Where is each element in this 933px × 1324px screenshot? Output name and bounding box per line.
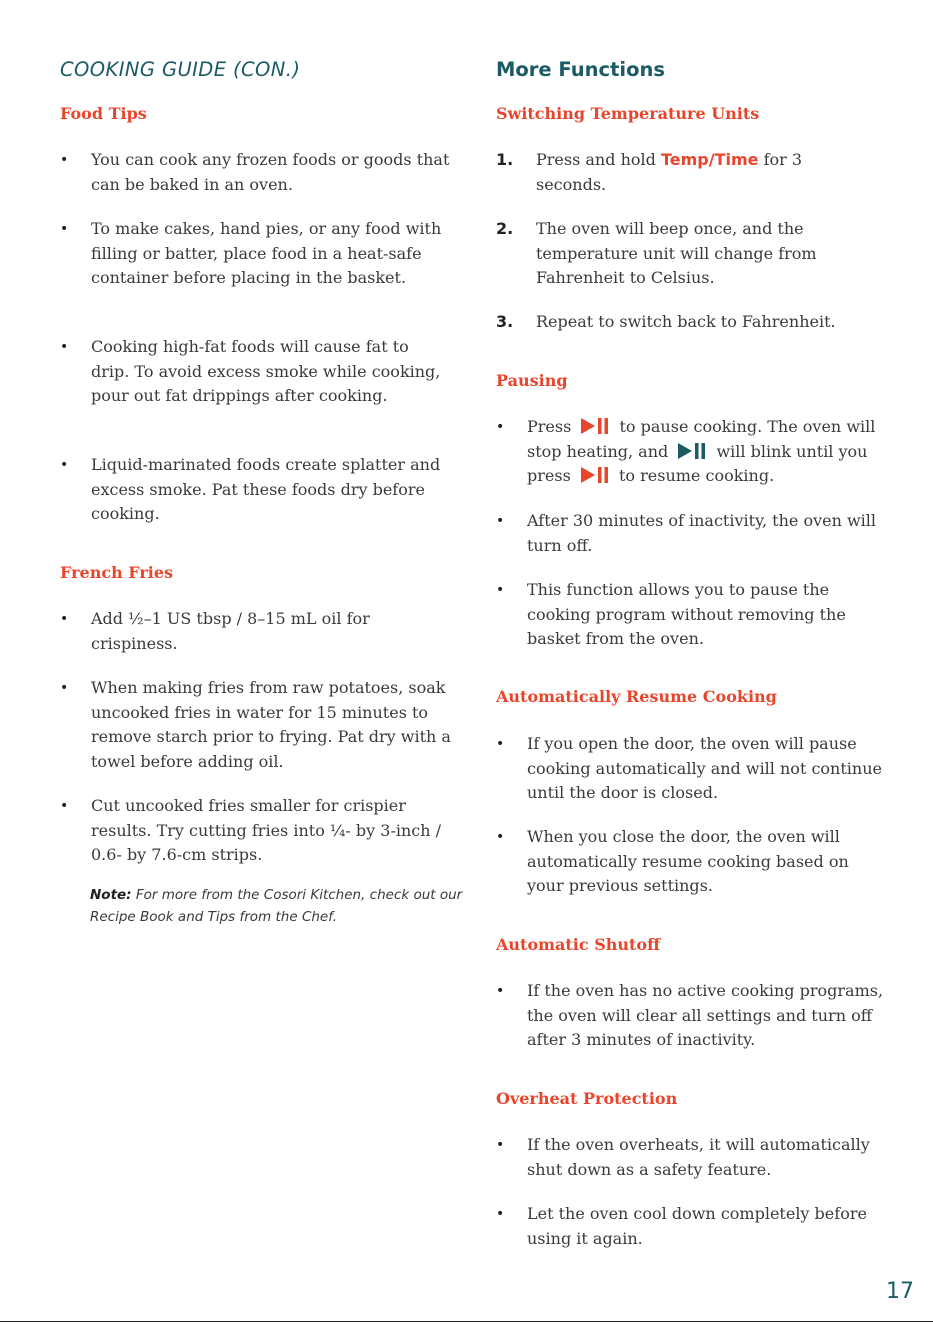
list-item: When you close the door, the oven will automatically resume cooking based on your previous settings.: [527, 827, 849, 895]
list-item: This function allows you to pause the cooking program without removing the basket from the oven.: [527, 580, 846, 648]
step-text: Press and hold: [536, 150, 656, 169]
text: Press: [527, 417, 572, 436]
step-item: [536, 148, 876, 197]
auto-shutoff-heading: Automatic Shutoff: [496, 935, 661, 954]
page-title: COOKING GUIDE (CON.): [60, 58, 301, 81]
list-item: Liquid-marinated foods create splatter and excess smoke. Pat these foods dry before cooking.: [91, 455, 441, 523]
text: to pause cooking. The oven will stop heating, and: [527, 417, 876, 461]
step-number: 3.: [496, 312, 514, 331]
french-fries-heading: French Fries: [60, 563, 174, 582]
list-item: When making fries from raw potatoes, soak uncooked fries in water for 15 minutes to remove starch prior to frying. Pat dry with a towel before adding oil.: [91, 678, 451, 771]
bullet: •: [496, 582, 505, 598]
temp-time-key: Temp/Time: [660, 150, 759, 169]
step-item: Repeat to switch back to Fahrenheit.: [536, 312, 836, 331]
note: [90, 884, 470, 928]
note-text: For more from the Cosori Kitchen, check out our Recipe Book and Tips from the Chef.: [90, 887, 463, 925]
text: will blink until you press: [527, 441, 868, 485]
bullet: •: [60, 457, 69, 473]
list-item: If the oven overheats, it will automatically shut down as a safety feature.: [527, 1135, 870, 1179]
list-item: If you open the door, the oven will pause cooking automatically and will not continue until the door is closed.: [527, 734, 882, 802]
bullet: •: [496, 513, 505, 529]
bullet: •: [496, 829, 505, 845]
list-item: Add ½–1 US tbsp / 8–15 mL oil for crispiness.: [91, 609, 370, 653]
step-item: The oven will beep once, and the temperature unit will change from Fahrenheit to Celsius.: [536, 219, 817, 287]
list-item: After 30 minutes of inactivity, the oven will turn off.: [527, 511, 877, 555]
section-title: More Functions: [496, 58, 665, 81]
step-number: 1.: [496, 150, 514, 169]
divider: [0, 1321, 933, 1322]
list-item: Cooking high-fat foods will cause fat to drip. To avoid excess smoke while cooking, pour out fat drippings after cooking.: [91, 337, 441, 405]
list-item: Cut uncooked fries smaller for crispier results. Try cutting fries into ¼- by 3-inch / 0.6- by 7.6-cm strips.: [91, 796, 442, 864]
auto-resume-heading: Automatically Resume Cooking: [496, 687, 777, 706]
list-item: You can cook any frozen foods or goods that can be baked in an oven.: [91, 150, 450, 194]
step-text: for 3 seconds.: [536, 150, 803, 194]
list-item: [527, 415, 887, 489]
switching-units-heading: Switching Temperature Units: [496, 104, 760, 123]
list-item: If the oven has no active cooking programs, the oven will clear all settings and turn off after 3 minutes of inactivity.: [527, 981, 884, 1049]
bullet: •: [60, 221, 69, 237]
bullet: •: [60, 339, 69, 355]
pausing-heading: Pausing: [496, 371, 568, 390]
text: to resume cooking.: [618, 466, 775, 485]
play-pause-icon: [580, 417, 610, 435]
bullet: •: [496, 736, 505, 752]
bullet: •: [60, 798, 69, 814]
play-pause-icon: [580, 466, 610, 484]
bullet: •: [60, 611, 69, 627]
bullet: •: [60, 680, 69, 696]
list-item: Let the oven cool down completely before using it again.: [527, 1204, 867, 1248]
overheat-heading: Overheat Protection: [496, 1089, 678, 1108]
bullet: •: [496, 1137, 505, 1153]
play-pause-icon: [677, 442, 707, 460]
bullet: •: [496, 419, 505, 435]
list-item: To make cakes, hand pies, or any food with filling or batter, place food in a heat-safe container before placing in the basket.: [91, 219, 442, 287]
step-number: 2.: [496, 219, 514, 238]
bullet: •: [496, 983, 505, 999]
bullet: •: [496, 1206, 505, 1222]
page-number: 17: [886, 1279, 914, 1304]
food-tips-heading: Food Tips: [60, 104, 147, 123]
bullet: •: [60, 152, 69, 168]
note-label: Note:: [90, 887, 132, 903]
